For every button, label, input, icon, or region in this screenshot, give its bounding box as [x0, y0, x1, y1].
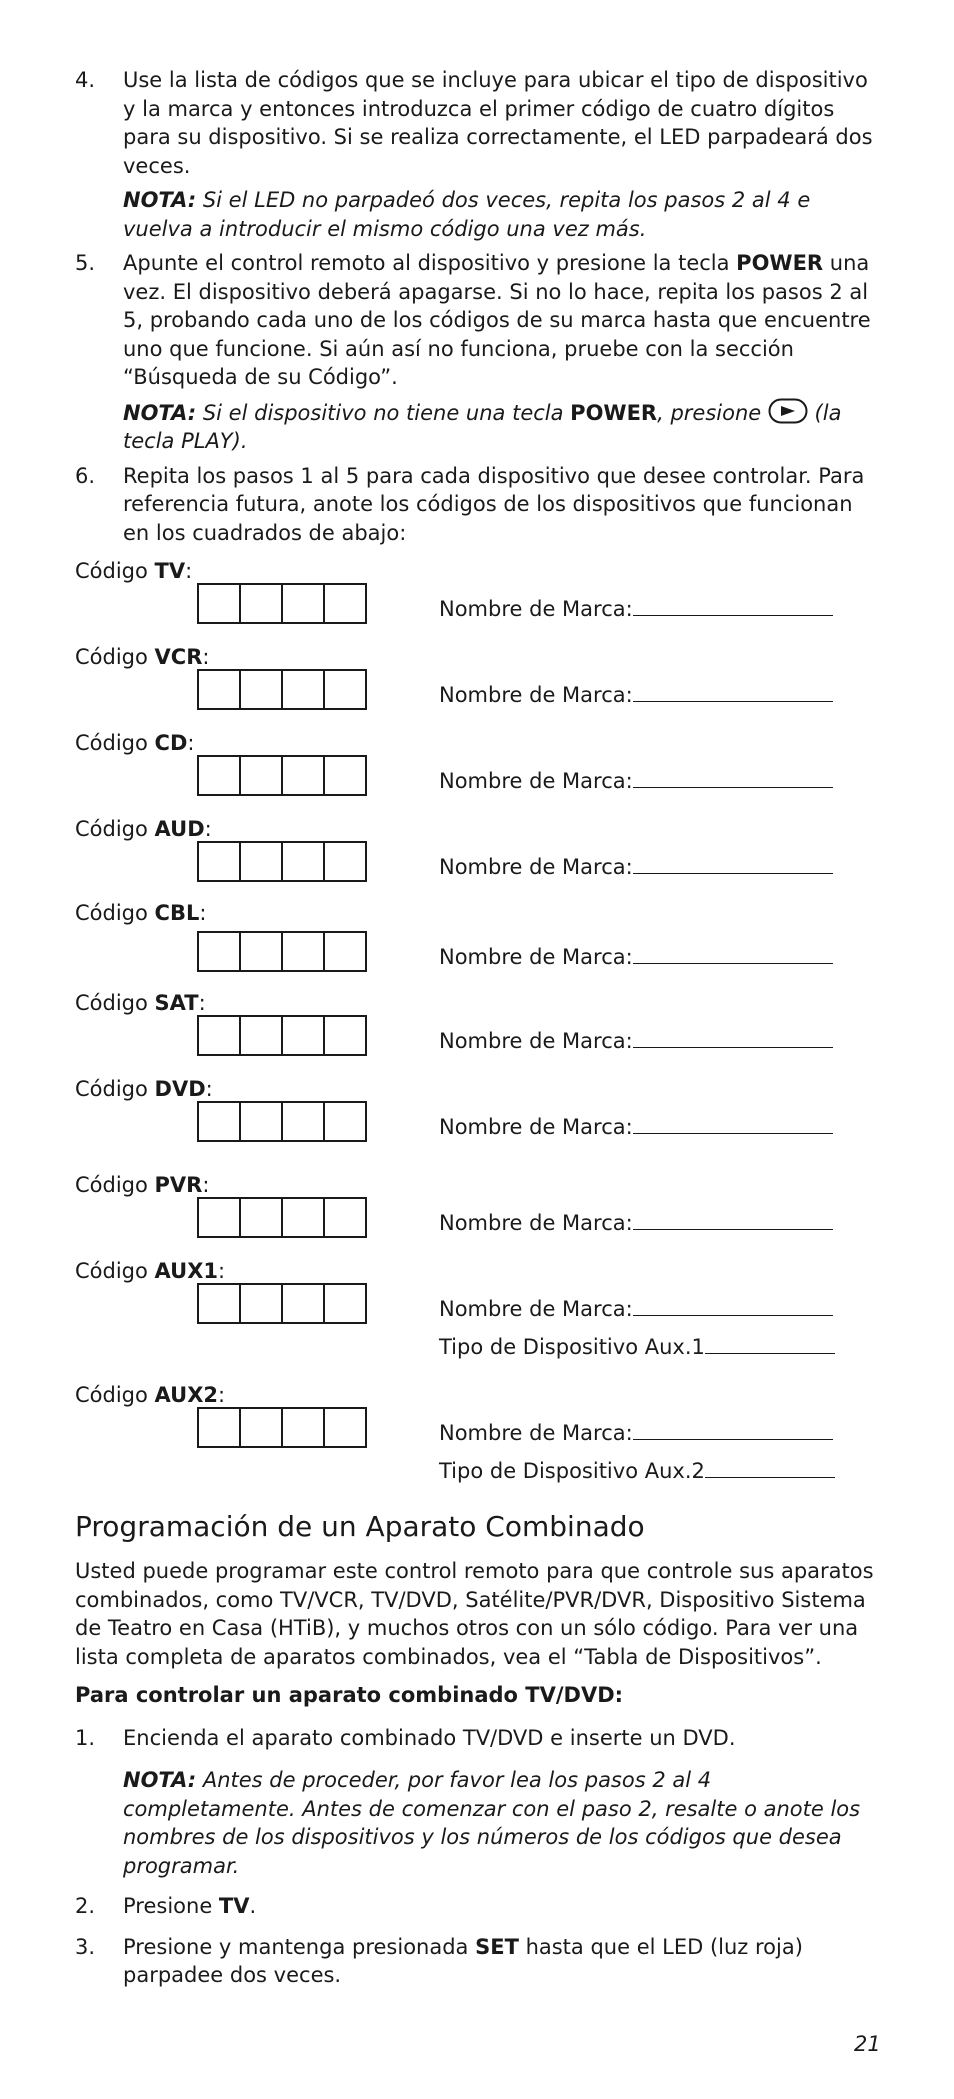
code-label — [75, 1075, 213, 1104]
digit-box — [283, 1409, 325, 1446]
digit-box — [283, 1017, 325, 1054]
device-name: PVR — [154, 1173, 203, 1197]
code-prefix: Código — [75, 559, 155, 583]
note-text: Si el dispositivo no tiene una tecla — [196, 400, 571, 425]
blank-line — [633, 1295, 833, 1316]
aux-type-field — [439, 1333, 835, 1362]
digit-box — [325, 843, 365, 880]
code-label — [75, 1171, 209, 1200]
blank-line — [633, 1419, 833, 1440]
digit-box — [325, 1409, 365, 1446]
combo-step-3 — [75, 1933, 885, 1990]
brand-label: Nombre de Marca: — [439, 597, 633, 621]
page-content — [75, 66, 885, 1990]
blank-line — [705, 1333, 835, 1354]
code-colon: : — [218, 1259, 226, 1283]
brand-label: Nombre de Marca: — [439, 1297, 633, 1321]
device-codes-section — [75, 557, 885, 1487]
code-colon: : — [205, 1077, 213, 1101]
step-number: 4. — [75, 68, 96, 92]
blank-line — [633, 681, 833, 702]
digit-box — [283, 671, 325, 708]
code-digit-boxes — [197, 583, 367, 624]
digit-box — [325, 1017, 365, 1054]
code-colon: : — [218, 1383, 226, 1407]
digit-box — [199, 1103, 241, 1140]
device-name: VCR — [154, 645, 203, 669]
key-name: TV — [218, 1894, 250, 1918]
digit-box — [199, 1199, 241, 1236]
digit-box — [241, 757, 283, 794]
step-text: Use la lista de códigos que se incluye para ubicar el tipo de dispositivo y la marca y entonces introduzca el primer código de cuatro dígitos para su dispositivo. Si se realiza correctamente, el LED parpadeará dos veces. — [123, 68, 873, 178]
step-number: 6. — [75, 463, 96, 488]
step-number: 5. — [75, 251, 96, 275]
step-note — [123, 186, 885, 243]
brand-name-field — [439, 1027, 833, 1056]
step-note — [123, 398, 885, 456]
code-prefix: Código — [75, 645, 155, 669]
digit-box — [199, 1409, 241, 1446]
code-colon: : — [204, 817, 212, 841]
note-label: NOTA: — [123, 400, 197, 425]
aux-type-label: Tipo de Dispositivo Aux.1 — [439, 1335, 705, 1359]
blank-line — [633, 943, 833, 964]
combo-step-1 — [75, 1724, 885, 1881]
note-text: Antes de proceder, por favor lea los pasos 2 al 4 completamente. Antes de comenzar con el paso 2, resalte o anote los nombres de los dispositivos y los números de los códigos que desea programar. — [123, 1768, 861, 1878]
combo-step-2 — [75, 1892, 885, 1921]
device-name: CD — [154, 731, 188, 755]
brand-label: Nombre de Marca: — [439, 945, 633, 969]
key-name: POWER — [736, 251, 824, 275]
code-digit-boxes — [197, 755, 367, 796]
code-prefix: Código — [75, 1077, 155, 1101]
step-number: 3. — [75, 1934, 96, 1959]
code-label — [75, 643, 209, 672]
brand-name-field — [439, 767, 833, 796]
section-intro: Usted puede programar este control remoto para que controle sus aparatos combinados, como TV/VCR, TV/DVD, Satélite/PVR/DVR, Dispositivo Sistema de Teatro en Casa (HTiB), y muchos otros con un sólo código. Para ver una lista completa de aparatos combinados, vea el “Tabla de Dispositivos”. — [75, 1559, 874, 1669]
step-text: Repita los pasos 1 al 5 para cada dispositivo que desee controlar. Para referencia futura, anote los códigos de los dispositivos que funcionan en los cuadrados de abajo: — [123, 463, 865, 545]
step-5 — [75, 249, 885, 456]
code-label — [75, 1381, 225, 1410]
code-digit-boxes — [197, 669, 367, 710]
brand-name-field — [439, 1209, 833, 1238]
digit-box — [325, 671, 365, 708]
code-digit-boxes — [197, 1197, 367, 1238]
code-label — [75, 899, 206, 928]
step-text — [123, 249, 885, 392]
code-prefix: Código — [75, 901, 155, 925]
code-label — [75, 815, 212, 844]
code-label — [75, 557, 192, 586]
code-colon: : — [187, 731, 195, 755]
code-prefix: Código — [75, 731, 155, 755]
digit-box — [283, 757, 325, 794]
step-4 — [75, 66, 885, 243]
note-text: , presione — [657, 400, 768, 425]
digit-box — [199, 757, 241, 794]
code-prefix: Código — [75, 1173, 155, 1197]
device-name: AUX1 — [154, 1259, 218, 1283]
step-number: 1. — [75, 1725, 96, 1750]
digit-box — [241, 1103, 283, 1140]
step-text — [123, 1933, 885, 1990]
blank-line — [633, 595, 833, 616]
aux-type-field — [439, 1457, 835, 1486]
blank-line — [633, 1027, 833, 1048]
brand-name-field — [439, 943, 833, 972]
blank-line — [633, 1209, 833, 1230]
step-text — [123, 1892, 885, 1921]
code-digit-boxes — [197, 931, 367, 972]
device-name: AUD — [154, 817, 205, 841]
step-text-part: Presione — [123, 1894, 219, 1918]
play-key-icon — [768, 398, 808, 424]
digit-box — [241, 1017, 283, 1054]
code-label — [75, 989, 206, 1018]
blank-line — [705, 1457, 835, 1478]
brand-name-field — [439, 681, 833, 710]
code-prefix: Código — [75, 817, 155, 841]
section-title: Programación de un Aparato Combinado — [75, 1510, 645, 1543]
subhead: Para controlar un aparato combinado TV/DVD: — [75, 1683, 624, 1707]
digit-box — [241, 933, 283, 970]
code-colon: : — [185, 559, 193, 583]
device-name: CBL — [154, 901, 200, 925]
digit-box — [325, 1285, 365, 1322]
device-name: SAT — [154, 991, 199, 1015]
brand-label: Nombre de Marca: — [439, 855, 633, 879]
digit-box — [241, 1409, 283, 1446]
code-digit-boxes — [197, 841, 367, 882]
code-prefix: Código — [75, 991, 155, 1015]
digit-box — [199, 933, 241, 970]
digit-box — [325, 585, 365, 622]
step-number: 2. — [75, 1894, 96, 1918]
digit-box — [283, 843, 325, 880]
digit-box — [325, 933, 365, 970]
note-text: (la tecla PLAY). — [123, 400, 842, 453]
digit-box — [199, 585, 241, 622]
brand-label: Nombre de Marca: — [439, 1421, 633, 1445]
digit-box — [241, 1285, 283, 1322]
step-text-part: hasta que el LED (luz roja) parpadee dos veces. — [123, 1934, 803, 1987]
code-label — [75, 1257, 225, 1286]
step-text-part: . — [249, 1894, 257, 1918]
digit-box — [199, 671, 241, 708]
step-text-part: Apunte el control remoto al dispositivo y presione la tecla — [123, 251, 737, 275]
brand-name-field — [439, 1295, 833, 1324]
digit-box — [325, 1199, 365, 1236]
brand-name-field — [439, 1113, 833, 1142]
note-text: Si el LED no parpadeó dos veces, repita los pasos 2 al 4 e vuelva a introducir el mismo código una vez más. — [123, 188, 811, 241]
digit-box — [199, 1285, 241, 1322]
code-digit-boxes — [197, 1407, 367, 1448]
code-digit-boxes — [197, 1101, 367, 1142]
step-text-part: una vez. El dispositivo deberá apagarse. Si no lo hace, repita los pasos 2 al 5, probando cada uno de los códigos de su marca hasta que encuentre uno que funcione. Si aún así no funciona, pruebe con la sección “Búsqueda de su Código”. — [123, 251, 871, 389]
note-label: NOTA: — [123, 188, 197, 212]
digit-box — [325, 757, 365, 794]
digit-box — [241, 671, 283, 708]
code-prefix: Código — [75, 1259, 155, 1283]
brand-name-field — [439, 595, 833, 624]
blank-line — [633, 853, 833, 874]
brand-label: Nombre de Marca: — [439, 683, 633, 707]
device-name: AUX2 — [154, 1383, 218, 1407]
digit-box — [283, 1285, 325, 1322]
code-digit-boxes — [197, 1283, 367, 1324]
code-digit-boxes — [197, 1015, 367, 1056]
code-label — [75, 729, 194, 758]
blank-line — [633, 767, 833, 788]
key-name: POWER — [570, 400, 658, 425]
step-text-part: Presione y mantenga presionada — [123, 1934, 476, 1959]
brand-name-field — [439, 1419, 833, 1448]
step-text: Encienda el aparato combinado TV/DVD e inserte un DVD. — [123, 1725, 736, 1750]
device-name: TV — [154, 559, 186, 583]
brand-label: Nombre de Marca: — [439, 1029, 633, 1053]
digit-box — [283, 933, 325, 970]
brand-label: Nombre de Marca: — [439, 769, 633, 793]
step-6 — [75, 462, 885, 548]
page-number: 21 — [854, 2032, 881, 2056]
brand-label: Nombre de Marca: — [439, 1115, 633, 1139]
brand-name-field — [439, 853, 833, 882]
digit-box — [241, 843, 283, 880]
note-label: NOTA: — [123, 1768, 197, 1792]
code-colon: : — [199, 901, 207, 925]
device-name: DVD — [154, 1077, 206, 1101]
digit-box — [283, 1103, 325, 1140]
code-colon: : — [198, 991, 206, 1015]
digit-box — [199, 1017, 241, 1054]
digit-box — [283, 1199, 325, 1236]
digit-box — [241, 585, 283, 622]
key-name: SET — [475, 1934, 519, 1959]
brand-label: Nombre de Marca: — [439, 1211, 633, 1235]
digit-box — [199, 843, 241, 880]
blank-line — [633, 1113, 833, 1134]
code-colon: : — [202, 1173, 210, 1197]
step-note — [123, 1766, 885, 1880]
digit-box — [283, 585, 325, 622]
aux-type-label: Tipo de Dispositivo Aux.2 — [439, 1459, 705, 1483]
code-colon: : — [202, 645, 210, 669]
digit-box — [241, 1199, 283, 1236]
code-prefix: Código — [75, 1383, 155, 1407]
digit-box — [325, 1103, 365, 1140]
